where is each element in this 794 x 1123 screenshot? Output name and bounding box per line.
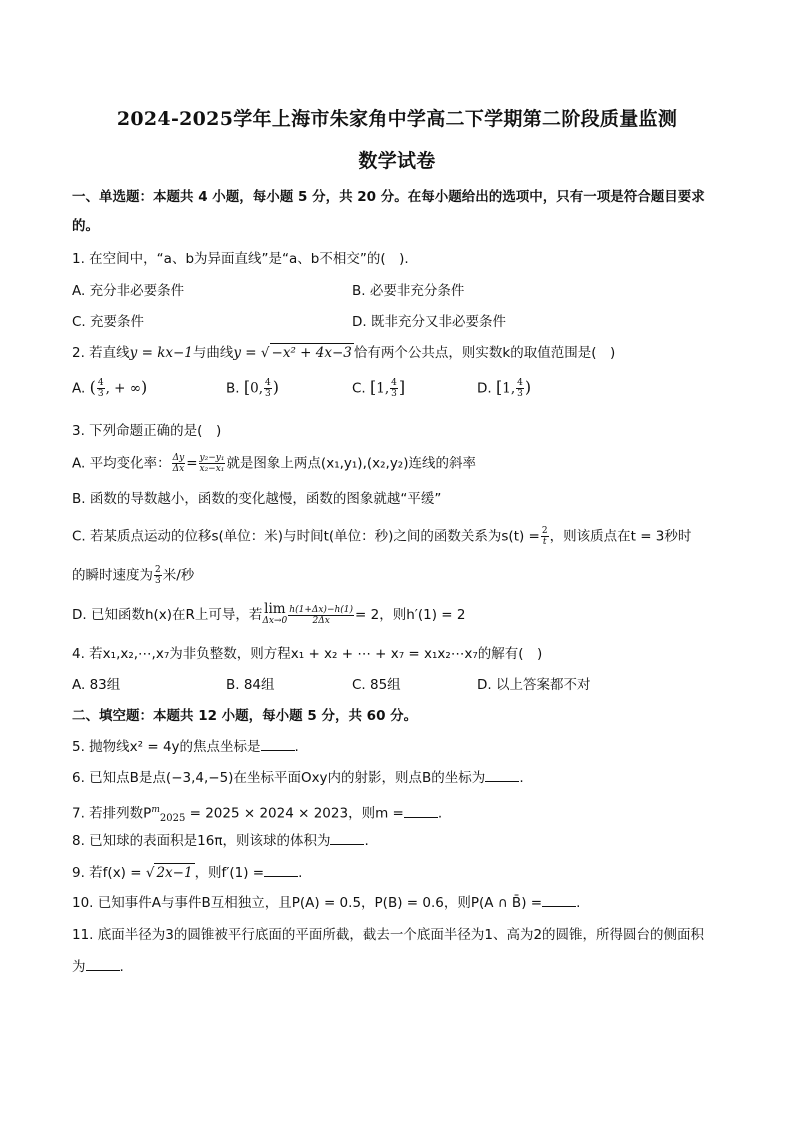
q8: 8. 已知球的表面积是16π，则该球的体积为 .: [72, 833, 369, 849]
q2-option-d: D. [1, $\frac{4}{3}$ ): [477, 377, 532, 399]
q4-option-b: B. 84组: [226, 677, 275, 693]
q4-option-a: A. 83组: [72, 677, 121, 693]
q1-option-c: C. 充要条件: [72, 314, 145, 330]
q3-stem: 3. 下列命题正确的是( ): [72, 423, 222, 439]
q2-option-a: A. ( $\frac{4}{3}$ , + ∞): [72, 377, 148, 399]
q2-option-b: B. [0, $\frac{4}{3}$ ): [226, 377, 279, 399]
q4-option-d: D. 以上答案都不对: [477, 677, 591, 693]
q2-line-eq: y = kx−1: [129, 345, 193, 361]
section1-heading: 一、单选题：本题共 4 小题，每小题 5 分，共 20 分。在每小题给出的选项中，只有一项是符合题目要求: [72, 189, 705, 205]
q3-option-c: C. 若某质点运动的位移s(单位：米)与时间t(单位：秒)之间的函数关系为s(t) = $\frac{2}{t}$ ，则该质点在t = 3秒时: [72, 526, 692, 547]
q5-answer-blank[interactable]: [261, 738, 295, 751]
q3-option-c-cont: 的瞬时速度为 $\frac{2}{3}$ 米/秒: [72, 565, 195, 586]
q8-answer-blank[interactable]: [330, 832, 364, 845]
q2-option-c: C. [1, $\frac{4}{3}$ ]: [352, 377, 406, 399]
exam-title-line2: 数学试卷: [358, 150, 436, 172]
q4-stem: 4. 若x₁,x₂,⋯,x₇为非负整数，则方程x₁ + x₂ + ⋯ + x₇ = x₁x₂⋯x₇的解有( ): [72, 646, 543, 662]
q11-answer-blank[interactable]: [86, 958, 120, 971]
q9-answer-blank[interactable]: [264, 864, 298, 877]
q2-radicand: −x² + 4x−3: [271, 345, 352, 361]
q2-stem: 2. 若直线y = kx−1与曲线y = √ −x² + 4x−3 恰有两个公共点，则实数k的取值范围是( ): [72, 345, 616, 361]
q1-option-b: B. 必要非充分条件: [352, 283, 465, 299]
section1-heading-cont: 的。: [72, 218, 99, 234]
q3-option-b: B. 函数的导数越小，函数的变化越慢，函数的图象就越“平缓”: [72, 491, 442, 507]
q5: 5. 抛物线x² = 4y的焦点坐标是 .: [72, 739, 299, 755]
q11-line2: 为 .: [72, 959, 124, 975]
section2-heading: 二、填空题：本题共 12 小题，每小题 5 分，共 60 分。: [72, 708, 418, 724]
q11-line1: 11. 底面半径为3的圆锥被平行底面的平面所截，截去一个底面半径为1、高为2的圆锥，所得圆台的侧面积: [72, 927, 705, 943]
q6: 6. 已知点B是点(−3,4,−5)在坐标平面Oxy内的射影，则点B的坐标为 .: [72, 770, 524, 786]
exam-title-line1: 2024-2025学年上海市朱家角中学高二下学期第二阶段质量监测: [116, 108, 678, 130]
q9: 9. 若f(x) = √ 2x−1 ，则f′(1) = .: [72, 865, 303, 881]
q3-option-a: A. 平均变化率： $\frac{\Delta y}{\Delta x}$ = $\frac{\text{y₂−y₁}}{\text{x₂−x₁}}$ 就是图象上两点(x₁,y₁),(x₂,y₂)连线的斜率: [72, 453, 476, 474]
q7-answer-blank[interactable]: [404, 805, 438, 818]
q1-option-d: D. 既非充分又非必要条件: [352, 314, 506, 330]
q1-option-a: A. 充分非必要条件: [72, 283, 185, 299]
q10-answer-blank[interactable]: [542, 894, 576, 907]
q6-answer-blank[interactable]: [485, 769, 519, 782]
q10: 10. 已知事件A与事件B互相独立，且P(A) = 0.5，P(B) = 0.6，则P(A ∩ B̄) = .: [72, 895, 581, 911]
q4-option-c: C. 85组: [352, 677, 401, 693]
q1-stem: 1. 在空间中，“a、b为异面直线”是“a、b不相交”的( ).: [72, 251, 409, 267]
q3-option-d: D. 已知函数h(x)在R上可导，若 lim Δx→0 $\frac{h(1+\Delta x)-h(1)}{2\Delta x}$ = 2，则h′(1) = 2: [72, 601, 466, 626]
q7: 7. 若排列数$P^m_{2025} = 2025 \times 2024 \times 2023$，则m = .: [72, 805, 443, 825]
